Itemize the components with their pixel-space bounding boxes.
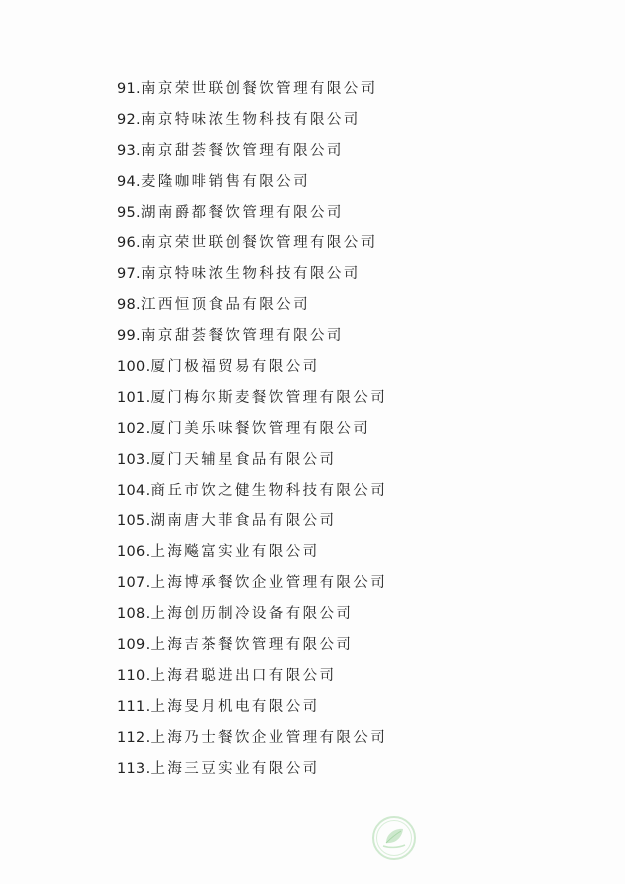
list-item [117,200,387,231]
list-item [117,416,387,447]
company-name: 南京甜荟餐饮管理有限公司 [140,142,344,159]
entry-number: 107. [117,575,151,592]
company-name: 上海乃士餐饮企业管理有限公司 [150,729,388,746]
entry-number: 94. [117,173,141,190]
list-item [117,601,387,632]
entry-number: 111. [117,698,151,715]
entry-number: 103. [117,451,151,468]
entry-number: 97. [117,266,141,283]
company-name: 麦隆咖啡销售有限公司 [140,173,310,190]
list-item [117,694,387,725]
entry-number: 99. [117,328,141,345]
list-item [117,570,387,601]
company-name: 厦门极福贸易有限公司 [150,359,320,376]
list-item [117,447,387,478]
company-name: 上海飚富实业有限公司 [150,544,320,561]
leaf-seal-icon [371,815,417,861]
list-item [117,107,387,138]
list-item [117,508,387,539]
company-name: 上海三豆实业有限公司 [150,760,320,777]
entry-number: 102. [117,420,151,437]
company-name: 湖南爵都餐饮管理有限公司 [140,204,344,221]
company-name: 南京荣世联创餐饮管理有限公司 [140,235,378,252]
company-name: 厦门梅尔斯麦餐饮管理有限公司 [150,389,388,406]
list-item [117,261,387,292]
list-item [117,138,387,169]
entry-number: 106. [117,544,151,561]
company-name: 江西恒顶食品有限公司 [140,297,310,314]
entry-number: 104. [117,482,151,499]
entry-number: 92. [117,111,141,128]
company-name: 上海创历制冷设备有限公司 [150,606,354,623]
company-name: 厦门天辅星食品有限公司 [150,451,337,468]
company-name: 南京甜荟餐饮管理有限公司 [140,328,344,345]
list-item [117,725,387,756]
entry-number: 109. [117,637,151,654]
list-item [117,292,387,323]
company-name: 南京荣世联创餐饮管理有限公司 [140,81,378,97]
entry-number: 100. [117,359,151,376]
company-name: 上海旻月机电有限公司 [150,698,320,715]
list-item [117,632,387,663]
list-item [117,663,387,694]
list-item [117,169,387,200]
company-name: 湖南唐大菲食品有限公司 [150,513,337,530]
entry-number: 101. [117,389,151,406]
company-name: 上海吉茶餐饮管理有限公司 [150,637,354,654]
list-item [117,478,387,509]
company-name: 上海君聪进出口有限公司 [150,667,337,684]
company-name: 上海博承餐饮企业管理有限公司 [150,575,388,592]
entry-number: 108. [117,606,151,623]
entry-number: 91. [117,81,141,97]
entry-number: 98. [117,297,141,314]
entry-number: 93. [117,142,141,159]
entry-number: 113. [117,760,151,777]
list-item [117,756,387,787]
company-name: 厦门美乐味餐饮管理有限公司 [150,420,371,437]
list-item [117,354,387,385]
list-item [117,385,387,416]
list-item [117,539,387,570]
entry-number: 95. [117,204,141,221]
entry-number: 110. [117,667,151,684]
list-item [117,323,387,354]
company-name: 商丘市饮之健生物科技有限公司 [150,482,388,499]
company-name: 南京特味浓生物科技有限公司 [140,111,361,128]
company-name: 南京特味浓生物科技有限公司 [140,266,361,283]
company-list [117,76,387,786]
entry-number: 105. [117,513,151,530]
entry-number: 96. [117,235,141,252]
list-item [117,230,387,261]
entry-number: 112. [117,729,151,746]
list-item [117,76,387,107]
